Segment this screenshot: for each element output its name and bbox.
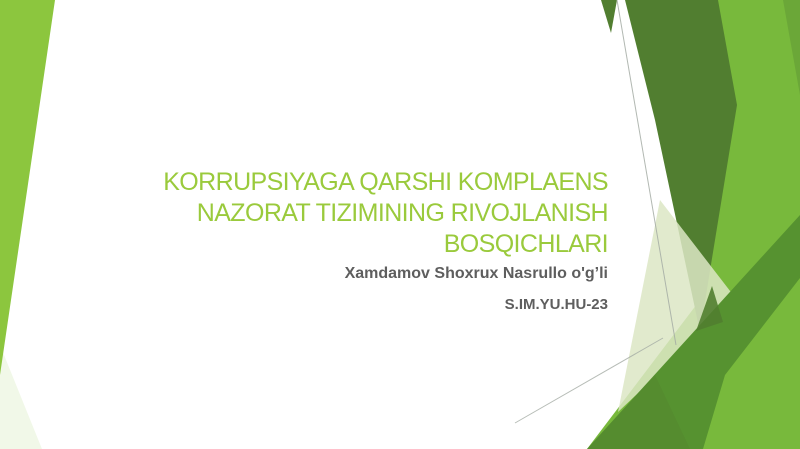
subtitle-group: S.IM.YU.HU-23: [504, 296, 608, 313]
left-faint-triangle: [0, 345, 42, 449]
subtitle-author: Xamdamov Shoxrux Nasrullo o'g’li: [344, 265, 608, 282]
left-accent-triangle: [0, 0, 55, 375]
slide-subtitle: [200, 264, 608, 314]
title-line-2: NAZORAT TIZIMINING RIVOJLANISH: [196, 199, 608, 227]
dark-top-wedge: [601, 0, 617, 33]
title-line-3: BOSQICHLARI: [443, 230, 608, 258]
title-line-1: KORRUPSIYAGA QARSHI KOMPLAENS: [163, 168, 608, 196]
slide-title: [90, 167, 608, 260]
